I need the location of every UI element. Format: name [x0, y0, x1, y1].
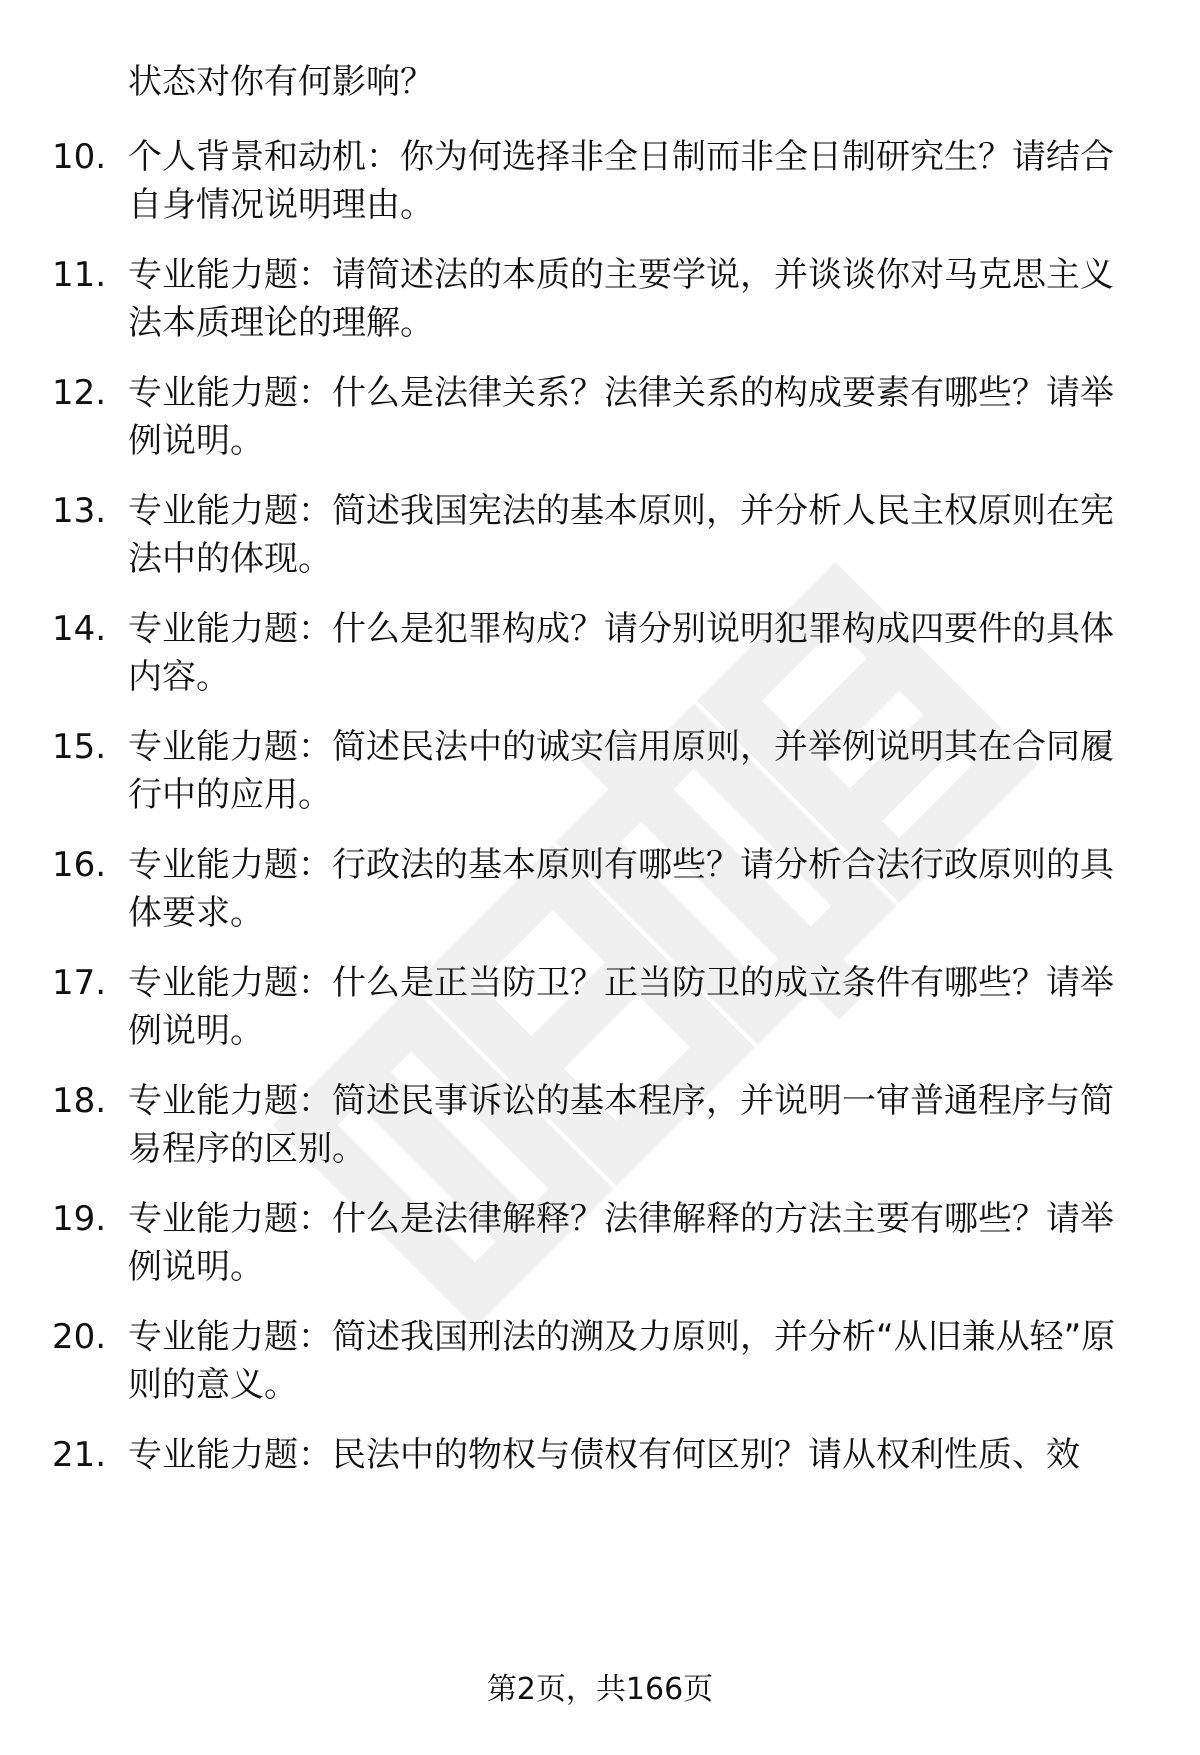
question-number: 20.: [52, 1317, 107, 1357]
question-text: 个人背景和动机：你为何选择非全日制而非全日制研究生？请结合自身情况说明理由。: [128, 137, 1114, 225]
question-text: 专业能力题：民法中的物权与债权有何区别？请从权利性质、效: [128, 1435, 1080, 1475]
question-number: 17.: [52, 963, 107, 1003]
question-number: 12.: [52, 373, 107, 413]
question-text: 专业能力题：行政法的基本原则有哪些？请分析合法行政原则的具体要求。: [128, 845, 1114, 933]
question-text: 专业能力题：简述民事诉讼的基本程序，并说明一审普通程序与简易程序的区别。: [128, 1081, 1114, 1169]
question-text: 专业能力题：简述我国宪法的基本原则，并分析人民主权原则在宪法中的体现。: [128, 491, 1114, 579]
question-number: 18.: [52, 1081, 107, 1121]
question-text: 专业能力题：简述我国刑法的溯及力原则，并分析“从旧兼从轻”原则的意义。: [128, 1317, 1116, 1405]
question-number: 13.: [52, 491, 107, 531]
question-text: 专业能力题：什么是法律解释？法律解释的方法主要有哪些？请举例说明。: [128, 1199, 1114, 1287]
question-number: 11.: [52, 255, 107, 295]
question-number: 19.: [52, 1199, 107, 1239]
question-text: 专业能力题：简述民法中的诚实信用原则，并举例说明其在合同履行中的应用。: [128, 727, 1114, 815]
page-footer: 第2页，共166页: [486, 1672, 714, 1707]
question-text: 专业能力题：什么是正当防卫？正当防卫的成立条件有哪些？请举例说明。: [128, 963, 1114, 1051]
question-text: 专业能力题：请简述法的本质的主要学说，并谈谈你对马克思主义法本质理论的理解。: [128, 255, 1114, 343]
question-number: 16.: [52, 845, 107, 885]
question-text: 专业能力题：什么是法律关系？法律关系的构成要素有哪些？请举例说明。: [128, 373, 1114, 461]
question-number: 21.: [52, 1435, 107, 1475]
question-text: 专业能力题：什么是犯罪构成？请分别说明犯罪构成四要件的具体内容。: [128, 609, 1114, 697]
question-number: 14.: [52, 609, 107, 649]
continuation-text: 状态对你有何影响？: [128, 62, 434, 102]
question-number: 10.: [52, 137, 107, 177]
question-number: 15.: [52, 727, 107, 767]
